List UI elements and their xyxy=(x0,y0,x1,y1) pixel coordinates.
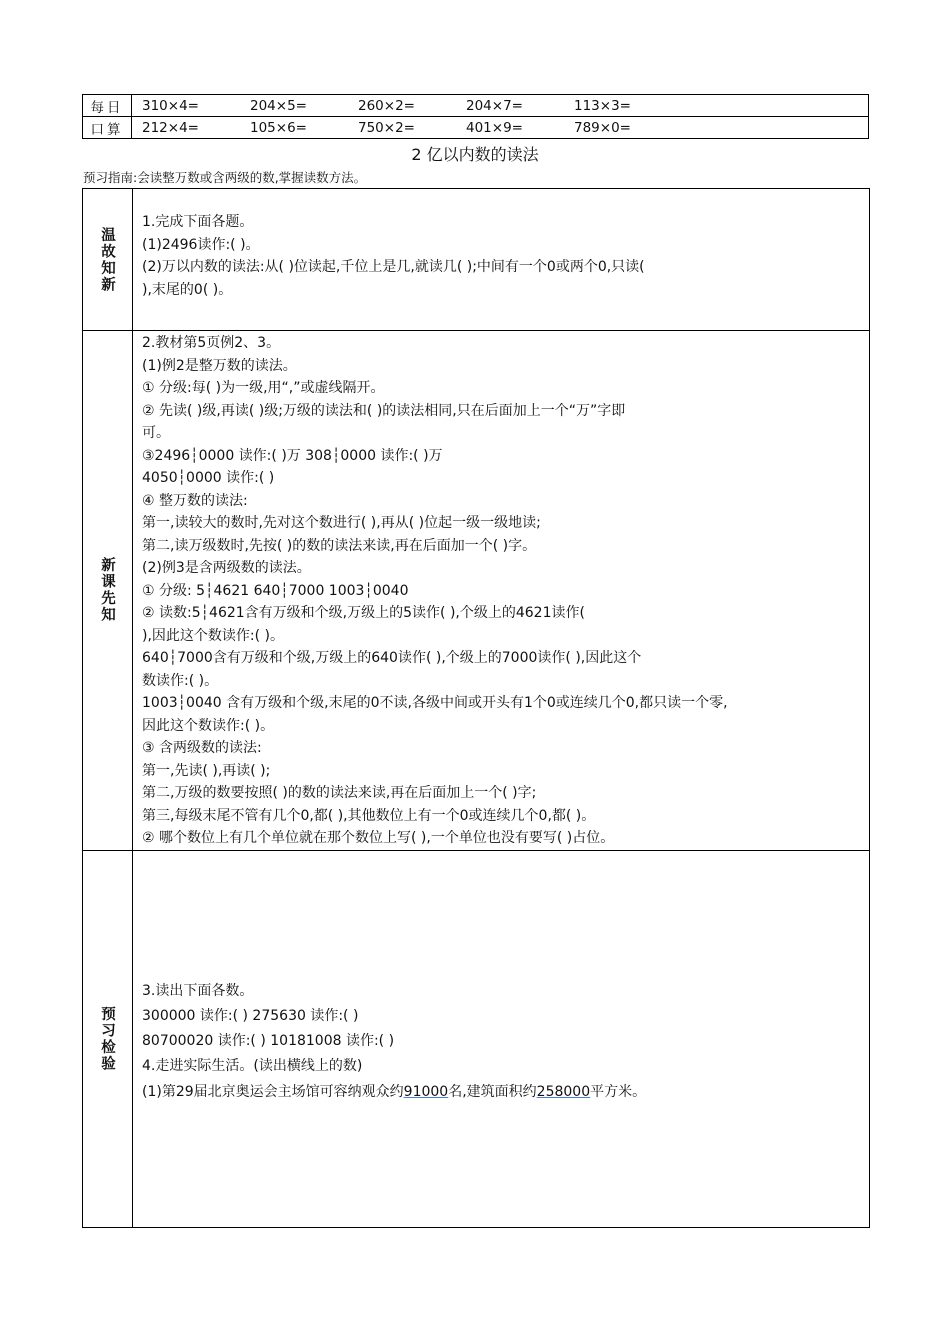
text-line: ),末尾的0( )。 xyxy=(142,281,233,298)
text-line: (1)例2是整万数的读法。 xyxy=(142,357,297,374)
oral-equation: 204×5= xyxy=(250,97,307,114)
section-label-review: 温故知新 xyxy=(99,226,115,293)
text-line: 4.走进实际生活。(读出横线上的数) xyxy=(142,1058,363,1074)
text-line: 4050┆0000 读作:( ) xyxy=(142,470,275,486)
text-line: 因此这个数读作:( )。 xyxy=(142,717,275,734)
section-new-lesson-content xyxy=(142,332,866,850)
text-line: 第一,先读( ),再读( ); xyxy=(142,762,271,779)
text-line: 1.完成下面各题。 xyxy=(142,214,254,230)
oral-equation: 401×9= xyxy=(466,119,523,136)
lesson-grid xyxy=(82,188,870,1228)
oral-equation: 750×2= xyxy=(358,119,415,136)
column-divider xyxy=(132,189,133,1227)
text-line: 第二,万级的数要按照( )的数的读法来读,再在后面加上一个( )字; xyxy=(142,785,537,801)
text-line: ③ 含两级数的读法: xyxy=(142,740,262,756)
text-line: (2)例3是含两级数的读法。 xyxy=(142,560,311,576)
oral-equation: 113×3= xyxy=(574,97,631,114)
real-life-item: (1)第29届北京奥运会主场馆可容纳观众约91000名,建筑面积约258000平方米。 xyxy=(142,1084,647,1100)
oral-row-1 xyxy=(132,98,868,114)
text-line: ③2496┆0000 读作:( )万 308┆0000 读作:( )万 xyxy=(142,447,443,464)
oral-equation: 789×0= xyxy=(574,119,631,136)
text-line: 300000 读作:( ) 275630 读作:( ) xyxy=(142,1008,359,1024)
text-line: 可。 xyxy=(142,425,170,441)
oral-equation: 105×6= xyxy=(250,119,307,136)
preview-guide: 预习指南:会读整万数或含两级的数,掌握读数方法。 xyxy=(83,170,367,185)
text-line: 第三,每级末尾不管有几个0,都( ),其他数位上有一个0或连续几个0,都( )。 xyxy=(142,807,596,824)
page-title: 2 亿以内数的读法 xyxy=(411,145,539,164)
section-label-new-lesson: 新课先知 xyxy=(99,557,115,623)
text-line: ④ 整万数的读法: xyxy=(142,492,248,509)
row-divider xyxy=(83,330,869,331)
text-line: 第一,读较大的数时,先对这个数进行( ),再从( )位起一级一级地读; xyxy=(142,515,541,531)
oral-equation: 204×7= xyxy=(466,97,523,114)
section-label-preview-check: 预习检验 xyxy=(99,1005,115,1072)
section-review-content xyxy=(142,211,866,301)
text-line: 2.教材第5页例2、3。 xyxy=(142,335,281,351)
text-line: ② 读数:5┆4621含有万级和个级,万级上的5读作( ),个级上的4621读作( xyxy=(142,605,585,621)
text-line: ① 分级:每( )为一级,用“,”或虚线隔开。 xyxy=(142,380,385,396)
text-line: 3.读出下面各数。 xyxy=(142,983,254,999)
underlined-number: 91000 xyxy=(403,1084,449,1100)
text-line: ① 分级: 5┆4621 640┆7000 1003┆0040 xyxy=(142,582,409,599)
oral-label-1: 每日 xyxy=(83,95,132,117)
text-line: 80700020 读作:( ) 10181008 读作:( ) xyxy=(142,1033,395,1049)
text-line: (1)2496读作:( )。 xyxy=(142,236,260,253)
oral-equation: 310×4= xyxy=(142,97,199,114)
underlined-number: 258000 xyxy=(536,1084,591,1100)
text-line: 第二,读万级数时,先按( )的数的读法来读,再在后面加一个( )字。 xyxy=(142,537,537,554)
text-line: ② 先读( )级,再读( )级;万级的读法和( )的读法相同,只在后面加上一个“万”字即 xyxy=(142,402,626,419)
text-line: ② 哪个数位上有几个单位就在那个数位上写( ),一个单位也没有要写( )占位。 xyxy=(142,830,615,846)
row-divider xyxy=(83,850,869,851)
text-line: 640┆7000含有万级和个级,万级上的640读作( ),个级上的7000读作( ),因此这个 xyxy=(142,650,642,666)
oral-arithmetic-table xyxy=(82,94,869,139)
text-line: 数读作:( )。 xyxy=(142,672,219,689)
oral-label-2: 口算 xyxy=(83,117,132,139)
oral-equation: 212×4= xyxy=(142,119,199,136)
text-line: 1003┆0040 含有万级和个级,末尾的0不读,各级中间或开头有1个0或连续几个0,都只读一个零, xyxy=(142,695,728,711)
oral-equation: 260×2= xyxy=(358,97,415,114)
text-line: ),因此这个数读作:( )。 xyxy=(142,627,285,644)
section-preview-check-content xyxy=(142,979,866,1106)
oral-row-2 xyxy=(132,120,868,136)
text-line: (2)万以内数的读法:从( )位读起,千位上是几,就读几( );中间有一个0或两个0,只读( xyxy=(142,259,645,275)
